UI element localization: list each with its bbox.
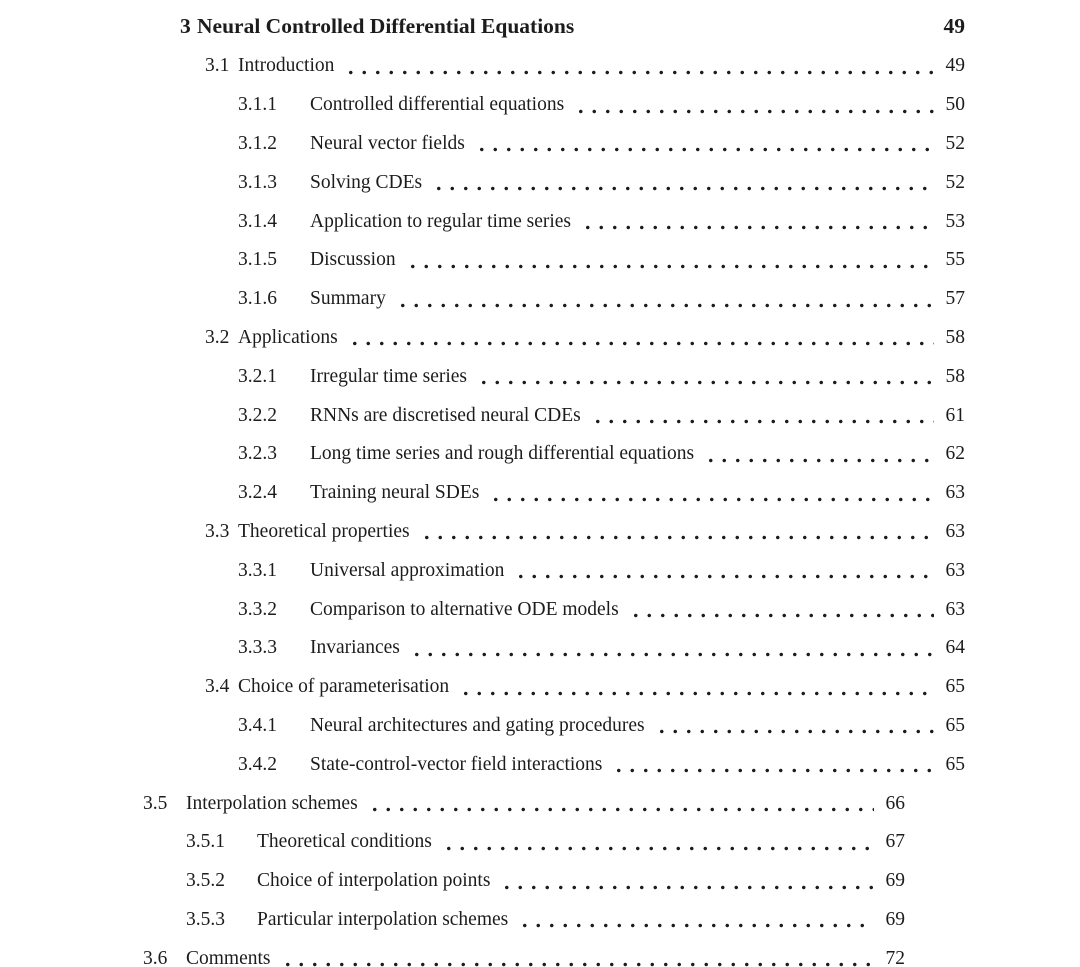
entry-page-number: 67 bbox=[885, 831, 905, 853]
chapter-row[interactable] bbox=[0, 6, 1080, 47]
entry-number: 3.4.2 bbox=[238, 753, 277, 775]
entry-number: 3.3 bbox=[205, 520, 230, 542]
entry-title: Introduction bbox=[238, 55, 335, 77]
dot-leader bbox=[345, 319, 934, 358]
dot-leader bbox=[486, 474, 934, 513]
entry-title: Universal approximation bbox=[310, 559, 505, 581]
dot-leader bbox=[701, 435, 934, 474]
chapter-number: 3 bbox=[180, 14, 191, 38]
entry-page-number: 65 bbox=[945, 676, 965, 698]
toc-entry[interactable] bbox=[0, 241, 1080, 280]
entry-page-number: 63 bbox=[945, 598, 965, 620]
toc-entry[interactable] bbox=[0, 319, 1080, 358]
entry-title: Controlled differential equations bbox=[310, 94, 565, 116]
entry-page-number: 50 bbox=[945, 94, 965, 116]
entry-number: 3.4 bbox=[205, 676, 230, 698]
entry-title: Interpolation schemes bbox=[186, 792, 358, 814]
entry-page-number: 63 bbox=[945, 482, 965, 504]
toc-entry[interactable] bbox=[0, 590, 1080, 629]
entry-number: 3.1.6 bbox=[238, 288, 277, 310]
entry-title: Neural architectures and gating procedures bbox=[310, 714, 645, 736]
entry-page-number: 52 bbox=[945, 132, 965, 154]
entry-page-number: 58 bbox=[945, 365, 965, 387]
toc-entry[interactable] bbox=[0, 823, 1080, 862]
dot-leader bbox=[407, 629, 934, 668]
entry-page-number: 69 bbox=[885, 870, 905, 892]
entry-number: 3.3.1 bbox=[238, 559, 277, 581]
entry-title: Theoretical properties bbox=[238, 520, 410, 542]
entry-title: Choice of interpolation points bbox=[257, 870, 491, 892]
entry-title: Applications bbox=[238, 326, 338, 348]
entry-number: 3.5.1 bbox=[186, 831, 225, 853]
entry-title: Irregular time series bbox=[310, 365, 468, 387]
entry-page-number: 72 bbox=[885, 947, 905, 967]
toc-entry[interactable] bbox=[0, 784, 1080, 823]
dot-leader bbox=[429, 163, 934, 202]
toc-entry[interactable] bbox=[0, 86, 1080, 125]
entry-number: 3.4.1 bbox=[238, 714, 277, 736]
entry-page-number: 63 bbox=[945, 520, 965, 542]
dot-leader bbox=[497, 862, 874, 901]
entry-page-number: 49 bbox=[945, 55, 965, 77]
dot-leader bbox=[626, 590, 934, 629]
entry-page-number: 63 bbox=[945, 559, 965, 581]
entry-title: State-control-vector field interactions bbox=[310, 753, 603, 775]
dot-leader bbox=[578, 202, 934, 241]
entry-title: Choice of parameterisation bbox=[238, 676, 450, 698]
toc-entry[interactable] bbox=[0, 202, 1080, 241]
toc-entry[interactable] bbox=[0, 862, 1080, 901]
chapter-page-number: 49 bbox=[943, 14, 965, 38]
entry-title: Training neural SDEs bbox=[310, 482, 480, 504]
entry-page-number: 65 bbox=[945, 753, 965, 775]
dot-leader bbox=[511, 551, 934, 590]
entry-page-number: 52 bbox=[945, 171, 965, 193]
entry-title: Discussion bbox=[310, 249, 396, 271]
toc-entry[interactable] bbox=[0, 939, 1080, 967]
toc-entry[interactable] bbox=[0, 163, 1080, 202]
dot-leader bbox=[278, 939, 874, 967]
entry-number: 3.3.3 bbox=[238, 637, 277, 659]
chapter-title: Neural Controlled Differential Equations bbox=[197, 14, 575, 38]
entry-number: 3.1.2 bbox=[238, 132, 277, 154]
entry-number: 3.6 bbox=[143, 947, 168, 967]
entry-page-number: 64 bbox=[945, 637, 965, 659]
toc-entry[interactable] bbox=[0, 513, 1080, 552]
dot-leader bbox=[474, 357, 934, 396]
dot-leader bbox=[365, 784, 874, 823]
toc-entry[interactable] bbox=[0, 357, 1080, 396]
entry-number: 3.5.2 bbox=[186, 870, 225, 892]
entry-title: Long time series and rough differential equations bbox=[310, 443, 695, 465]
entry-number: 3.2 bbox=[205, 326, 230, 348]
entry-number: 3.2.4 bbox=[238, 482, 277, 504]
entry-title: Neural vector fields bbox=[310, 132, 465, 154]
toc-entry[interactable] bbox=[0, 47, 1080, 86]
entry-page-number: 65 bbox=[945, 714, 965, 736]
toc-entry[interactable] bbox=[0, 745, 1080, 784]
dot-leader bbox=[393, 280, 934, 319]
toc-entry[interactable] bbox=[0, 707, 1080, 746]
dot-leader bbox=[456, 668, 934, 707]
dot-leader bbox=[588, 396, 934, 435]
entry-title: Solving CDEs bbox=[310, 171, 423, 193]
entry-number: 3.5.3 bbox=[186, 908, 225, 930]
entry-title: Comments bbox=[186, 947, 271, 967]
entry-title: RNNs are discretised neural CDEs bbox=[310, 404, 581, 426]
entry-title: Application to regular time series bbox=[310, 210, 572, 232]
toc-entry[interactable] bbox=[0, 668, 1080, 707]
toc-entry[interactable] bbox=[0, 396, 1080, 435]
dot-leader bbox=[472, 125, 934, 164]
entry-number: 3.1 bbox=[205, 55, 230, 77]
toc-entry[interactable] bbox=[0, 280, 1080, 319]
dot-leader bbox=[417, 513, 934, 552]
entry-page-number: 58 bbox=[945, 326, 965, 348]
entry-page-number: 66 bbox=[885, 792, 905, 814]
toc-entry[interactable] bbox=[0, 551, 1080, 590]
toc-entry[interactable] bbox=[0, 435, 1080, 474]
entry-title: Particular interpolation schemes bbox=[257, 908, 509, 930]
entry-number: 3.1.4 bbox=[238, 210, 277, 232]
entry-number: 3.1.1 bbox=[238, 94, 277, 116]
toc-entry-list bbox=[0, 47, 1080, 967]
toc-entry[interactable] bbox=[0, 125, 1080, 164]
entry-number: 3.2.2 bbox=[238, 404, 277, 426]
entry-title: Summary bbox=[310, 288, 386, 310]
dot-leader bbox=[515, 901, 874, 940]
entry-page-number: 61 bbox=[945, 404, 965, 426]
entry-page-number: 69 bbox=[885, 908, 905, 930]
dot-leader bbox=[609, 745, 934, 784]
entry-page-number: 57 bbox=[945, 288, 965, 310]
dot-leader bbox=[571, 86, 934, 125]
entry-number: 3.5 bbox=[143, 792, 168, 814]
toc-entry[interactable] bbox=[0, 901, 1080, 940]
entry-number: 3.1.3 bbox=[238, 171, 277, 193]
entry-title: Invariances bbox=[310, 637, 400, 659]
entry-number: 3.2.1 bbox=[238, 365, 277, 387]
entry-page-number: 53 bbox=[945, 210, 965, 232]
toc-entry[interactable] bbox=[0, 629, 1080, 668]
entry-number: 3.3.2 bbox=[238, 598, 277, 620]
dot-leader bbox=[652, 707, 934, 746]
dot-leader bbox=[341, 47, 934, 86]
entry-number: 3.1.5 bbox=[238, 249, 277, 271]
entry-number: 3.2.3 bbox=[238, 443, 277, 465]
entry-page-number: 62 bbox=[945, 443, 965, 465]
entry-title: Comparison to alternative ODE models bbox=[310, 598, 619, 620]
entry-title: Theoretical conditions bbox=[257, 831, 432, 853]
dot-leader bbox=[403, 241, 934, 280]
dot-leader bbox=[439, 823, 874, 862]
entry-page-number: 55 bbox=[945, 249, 965, 271]
toc-entry[interactable] bbox=[0, 474, 1080, 513]
